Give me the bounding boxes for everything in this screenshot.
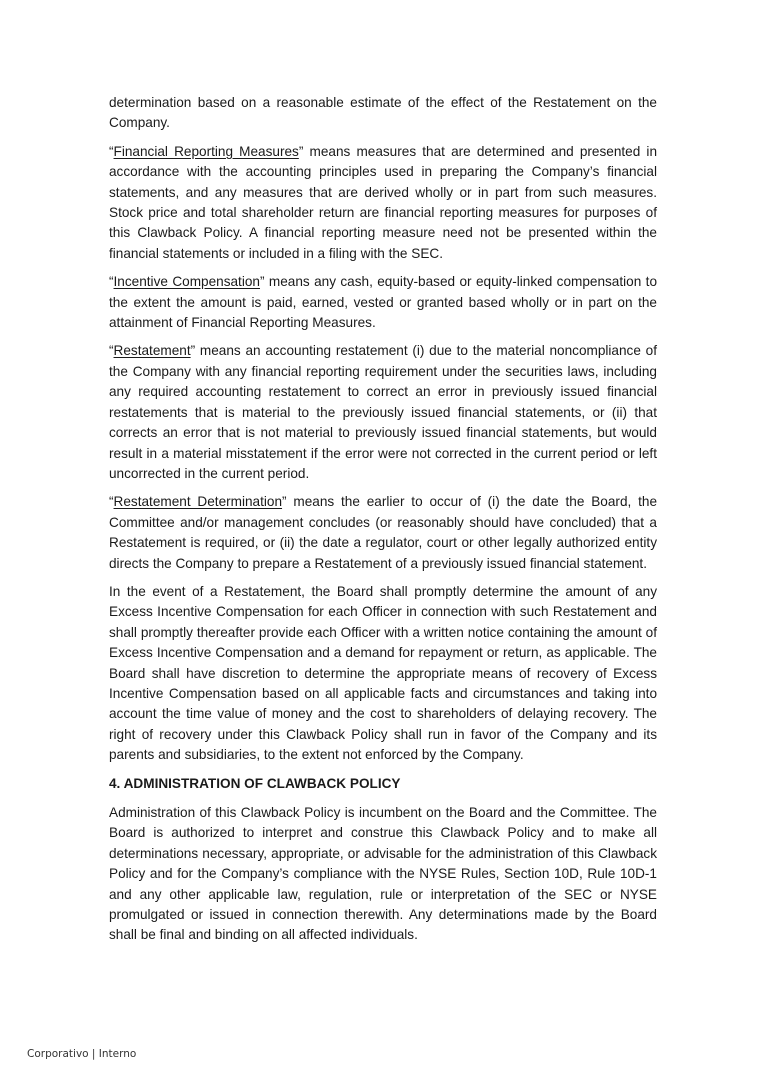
definition-text: ” means measures that are determined and presented in accordance with the accounting principles used in preparing the Company’s financial statements, and any measures that are derived wholly or in part from such measures. Stock price and total shareholder return are financial reporting measures for purposes of this Clawback Policy. A financial reporting measure need not be presented within the financial statements or included in a filing with the SEC. <box>109 143 657 261</box>
definition-restatement <box>109 341 657 484</box>
paragraph-restatement-event: In the event of a Restatement, the Board shall promptly determine the amount of any Excess Incentive Compensation for each Officer in connection with such Restatement and shall promptly thereafter provide each Officer with a written notice containing the amount of Excess Incentive Compensation and a demand for repayment or return, as applicable. The Board shall have discretion to determine the appropriate means of recovery of Excess Incentive Compensation based on all applicable facts and circumstances and taking into account the time value of money and the cost to shareholders of delaying recovery. The right of recovery under this Clawback Policy shall run in favor of the Company and its parents and subsidiaries, to the extent not enforced by the Company. <box>109 583 657 763</box>
document-page <box>109 93 657 954</box>
paragraph-continuation: determination based on a reasonable estimate of the effect of the Restatement on the Company. <box>109 95 657 131</box>
open-quote: “ <box>109 494 114 510</box>
defined-term: Incentive Compensation <box>113 274 260 290</box>
definition-incentive-compensation <box>109 272 657 333</box>
section-heading: 4. ADMINISTRATION OF CLAWBACK POLICY <box>109 775 401 791</box>
definition-financial-reporting-measures <box>109 142 657 264</box>
open-quote: “ <box>109 274 114 290</box>
definition-text: ” means the earlier to occur of (i) the date the Board, the Committee and/or management concludes (or reasonably should have concluded) that a Restatement is required, or (ii) the date a regulator, court or other legally authorized entity directs the Company to prepare a Restatement of a previously issued financial statement. <box>109 494 658 571</box>
definition-text: ” means any cash, equity-based or equity-linked compensation to the extent the amount is paid, earned, vested or granted based wholly or in part on the attainment of Financial Reporting Measures. <box>109 274 657 331</box>
paragraph-administration: Administration of this Clawback Policy is incumbent on the Board and the Committee. The Board is authorized to interpret and construe this Clawback Policy and to make all determinations necessary, appropriate, or advisable for the administration of this Clawback Policy and for the Company’s compliance with the NYSE Rules, Section 10D, Rule 10D-1 and any other applicable law, regulation, rule or interpretation of the SEC or NYSE promulgated or issued in connection therewith. Any determinations made by the Board shall be final and binding on all affected individuals. <box>109 805 657 943</box>
definition-restatement-determination <box>109 492 657 574</box>
defined-term: Restatement <box>113 343 191 359</box>
defined-term: Restatement Determination <box>113 494 283 510</box>
definition-text: ” means an accounting restatement (i) due to the material noncompliance of the Company with any financial reporting requirement under the securities laws, including any required accounting restatement to correct an error in previously issued financial restatements that is material to the previously issued financial statements, or (ii) that corrects an error that is not material to previously issued financial statements, but would result in a material misstatement if the error were not corrected in the current period or left uncorrected in the current period. <box>109 343 657 481</box>
defined-term: Financial Reporting Measures <box>113 143 299 159</box>
open-quote: “ <box>109 343 114 359</box>
footer-classification-label: Corporativo | Interno <box>27 1048 137 1060</box>
open-quote: “ <box>109 143 114 159</box>
